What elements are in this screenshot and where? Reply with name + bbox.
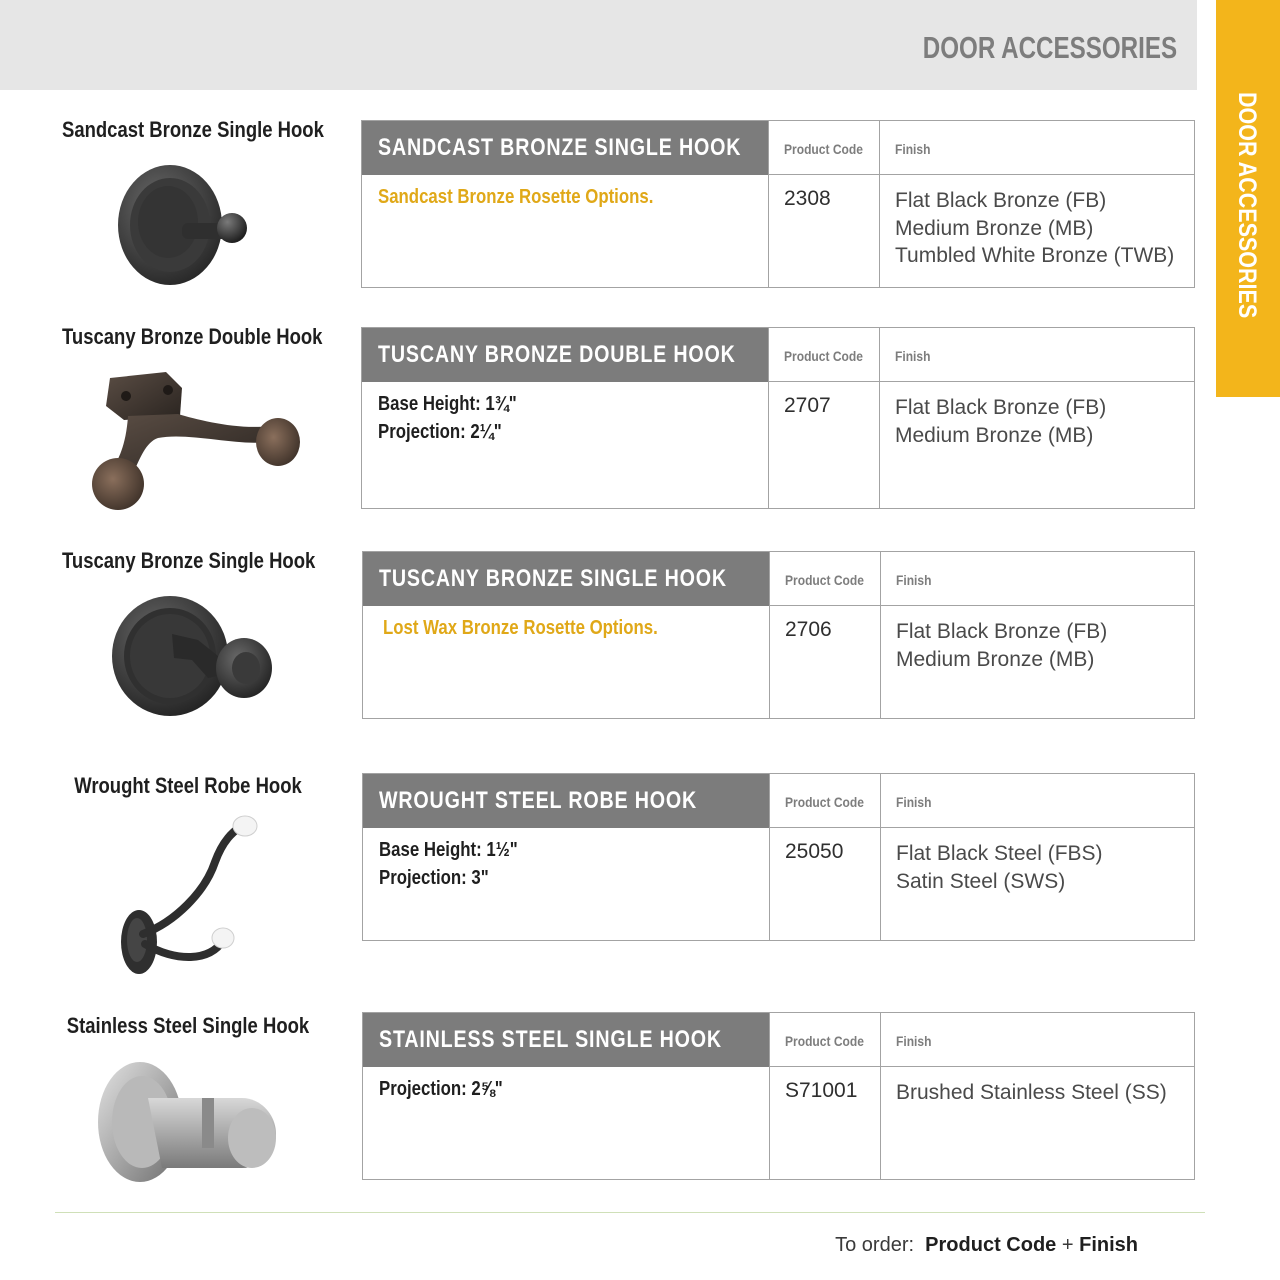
finish-list xyxy=(895,394,1106,449)
stainless-steel-single-hook-photo-icon xyxy=(92,1058,284,1186)
rosette-options-link[interactable]: Sandcast Bronze Rosette Options. xyxy=(378,186,654,208)
finish-header: Finish xyxy=(896,1033,932,1049)
footer-prefix: To order: xyxy=(835,1234,915,1256)
finish-option: Tumbled White Bronze (TWB) xyxy=(895,244,1175,267)
product-code-header: Product Code xyxy=(785,572,864,588)
finish-header: Finish xyxy=(896,572,932,588)
product-table xyxy=(362,1012,1195,1180)
product-table xyxy=(361,327,1195,509)
finish-option: Flat Black Bronze (FB) xyxy=(895,396,1107,419)
table-title: TUSCANY BRONZE DOUBLE HOOK xyxy=(378,341,736,368)
wrought-steel-robe-hook-photo-icon xyxy=(115,812,265,982)
product-code: 2707 xyxy=(784,394,831,417)
finish-option: Flat Black Bronze (FB) xyxy=(896,620,1108,643)
finish-option: Satin Steel (SWS) xyxy=(896,869,1066,893)
item-title: Tuscany Bronze Double Hook xyxy=(62,324,323,349)
item-title: Wrought Steel Robe Hook xyxy=(74,773,302,798)
finish-option: Medium Bronze (MB) xyxy=(896,647,1095,671)
spec-text: Base Height: 1½" Projection: 3" xyxy=(379,839,518,889)
product-code: 2308 xyxy=(784,187,831,210)
product-code-header: Product Code xyxy=(785,1033,864,1049)
table-title: SANDCAST BRONZE SINGLE HOOK xyxy=(378,134,742,161)
table-title: TUSCANY BRONZE SINGLE HOOK xyxy=(379,565,727,592)
finish-header: Finish xyxy=(895,141,931,157)
finish-option: Flat Black Steel (FBS) xyxy=(896,842,1103,865)
order-instructions xyxy=(835,1234,1138,1257)
table-title: STAINLESS STEEL SINGLE HOOK xyxy=(379,1026,722,1053)
finish-option: Brushed Stainless Steel (SS) xyxy=(896,1081,1167,1104)
rosette-options-link[interactable]: Lost Wax Bronze Rosette Options. xyxy=(383,617,658,639)
product-table xyxy=(361,120,1195,288)
footer-product-code: Product Code xyxy=(925,1234,1057,1256)
finish-header: Finish xyxy=(896,794,932,810)
product-code: 25050 xyxy=(785,840,844,863)
finish-list xyxy=(896,1079,1167,1107)
product-code-header: Product Code xyxy=(784,348,863,364)
product-table xyxy=(362,773,1195,941)
tuscany-bronze-single-hook-photo-icon xyxy=(108,594,278,722)
finish-option: Medium Bronze (MB) xyxy=(895,423,1094,447)
footer-divider xyxy=(55,1212,1205,1213)
finish-list xyxy=(896,840,1103,895)
product-code: S71001 xyxy=(785,1079,858,1102)
footer-plus: + xyxy=(1061,1234,1074,1256)
sandcast-bronze-single-hook-photo-icon xyxy=(108,160,268,290)
finish-header: Finish xyxy=(895,348,931,364)
footer-finish: Finish xyxy=(1079,1234,1138,1256)
finish-option: Medium Bronze (MB) xyxy=(895,216,1094,240)
spec-text: Projection: 2⅝" xyxy=(379,1078,503,1100)
finish-list xyxy=(896,618,1107,673)
table-title: WROUGHT STEEL ROBE HOOK xyxy=(379,787,698,814)
product-code-header: Product Code xyxy=(785,794,864,810)
side-tab-label: DOOR ACCESSORIES xyxy=(1233,92,1261,319)
page-title: DOOR ACCESSORIES xyxy=(922,30,1177,65)
product-table xyxy=(362,551,1195,719)
finish-list xyxy=(895,187,1174,270)
spec-text: Base Height: 1¾" Projection: 2¼" xyxy=(378,393,517,443)
product-code: 2706 xyxy=(785,618,832,641)
finish-option: Flat Black Bronze (FB) xyxy=(895,189,1107,212)
tuscany-bronze-double-hook-photo-icon xyxy=(88,368,303,516)
item-title: Sandcast Bronze Single Hook xyxy=(62,117,324,142)
product-code-header: Product Code xyxy=(784,141,863,157)
item-title: Tuscany Bronze Single Hook xyxy=(62,548,316,573)
item-title: Stainless Steel Single Hook xyxy=(66,1013,310,1038)
